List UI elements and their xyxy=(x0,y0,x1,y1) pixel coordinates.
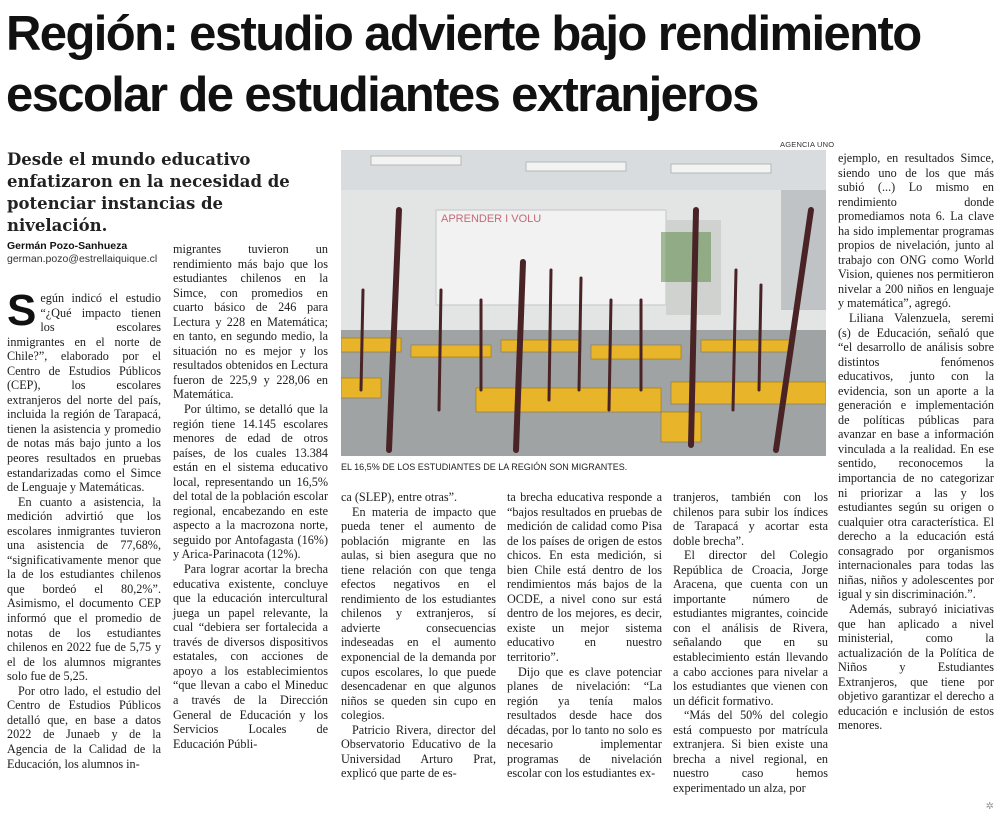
paragraph: Además, subrayó iniciativas que han aplicado a nivel ministerial, como la actualización de la Política de Niños y Estudiantes Extranjeros, que tiene por objetivo garantizar el derecho a educación e inclusión de estos menores. xyxy=(838,601,994,733)
text-column-1 xyxy=(7,286,161,771)
paragraph: Dijo que es clave potenciar planes de nivelación: “La región ya tenía malos resultados desde hace dos décadas, por lo tanto no solo es necesario implementar programas de nivelación escolar con los estudiantes ex- xyxy=(507,664,662,781)
paragraph: Por último, se detalló que la región tiene 14.145 escolares menores de edad de otros países, de los cuales 13.384 están en el sistema educativo local, representando un 16,5% del total de la población escolar regional, encabezando en este aspecto a la macrozona norte, seguido por Antofagasta (16%) y Arica-Parinacota (12%). xyxy=(173,402,328,562)
paragraph: En cuanto a asistencia, la medición advirtió que los escolares inmigrantes tuvieron una asistencia de 77,68%, “significativamente menor que la de los estudiantes chilenos que bordeó el 80,2%”. Asimismo, el documento CEP informó que el promedio de notas de los estudiantes chilenos en 2022 fue de 5,75 y el de los alumnos migrantes solo fue de 5,25. xyxy=(7,494,161,684)
text-column-2 xyxy=(173,242,328,751)
paragraph: El director del Colegio República de Croacia, Jorge Aracena, que cuenta con un importante número de estudiantes migrantes, coincide con el análisis de Rivera, señalando que en su establecimiento están llevando a cabo acciones para nivelar a los estudiantes que vienen con un déficit formativo. xyxy=(673,548,828,708)
photo-caption: EL 16,5% DE LOS ESTUDIANTES DE LA REGIÓN SON MIGRANTES. xyxy=(341,462,628,472)
paragraph: ca (SLEP), entre otras”. xyxy=(341,490,458,504)
photo-credit: AGENCIA UNO xyxy=(780,140,835,149)
drop-cap: S xyxy=(7,286,37,335)
page-corner-icon: ✲ xyxy=(985,801,994,812)
author-name: Germán Pozo-Sanhueza xyxy=(7,240,128,252)
text-column-4 xyxy=(507,490,662,781)
text-column-5 xyxy=(673,490,828,795)
text-column-3 xyxy=(341,490,496,781)
paragraph: ejemplo, en resultados Simce, siendo uno de los que más subió (...) Lo mismo en rendimiento donde promediamos nota 6. La clave ha sido implementar programas propios de nivelación, junto al trabajo con ONG como World Vision, quienes nos permitieron nivelar a 200 niños en lenguaje y matemática”, agregó. xyxy=(838,151,994,311)
paragraph: “Más del 50% del colegio está compuesto por matrícula extranjera. Si bien existe una brecha a nivel regional, en nuestro caso hemos experimentado un alza, por xyxy=(673,708,828,795)
text-column-6 xyxy=(838,151,994,733)
paragraph: Para lograr acortar la brecha educativa existente, concluye que la educación intercultural juega un papel relevante, la cual “debiera ser fortalecida a través de diversos dispositivos estatales, con acciones de apoyo a los establecimientos “que llevan a cabo el Mineduc a través de la Dirección General de Educación y los Servicios Locales de Educación Públi- xyxy=(173,562,328,751)
author-email: german.pozo@estrellaiquique.cl xyxy=(7,253,158,265)
paragraph: ta brecha educativa responde a “bajos resultados en pruebas de medición de calidad como Pisa de los países de origen de estos chicos. En esta medición, si bien Chile está dentro de los rendimientos más bajos de la OCDE, a nivel cono sur está dentro de los mejores, es decir, existe un mejor sistema educativo en nuestro territorio”. xyxy=(507,490,662,665)
wall-sign-text: APRENDER I VOLU xyxy=(441,213,542,225)
paragraph: tranjeros, también con los chilenos para subir los índices de Tarapacá y acortar esta doble brecha”. xyxy=(673,490,828,548)
byline xyxy=(7,240,177,266)
paragraph: Patricio Rivera, director del Observatorio Educativo de la Universidad Arturo Prat, explicó que parte de es- xyxy=(341,722,496,781)
classroom-photo xyxy=(341,150,826,456)
paragraph: migrantes tuvieron un rendimiento más bajo que los estudiantes chilenos en la Simce, con promedios en cuarto básico de 246 para Lectura y 228 en Matemática; en tanto, en segundo medio, la situación no es mejor y los resultados obtenidos en Lectura fueron de 225,9 y 228,06 en Matemática. xyxy=(173,242,328,402)
paragraph: Por otro lado, el estudio del Centro de Estudios Públicos detalló que, en base a datos 2022 de Junaeb y de la Agencia de la Calidad de la Educación, los alumnos in- xyxy=(7,683,161,771)
paragraph: Según indicó el estudio “¿Qué impacto tienen los escolares inmigrantes en el norte de Chile?”, elaborado por el Centro de Estudios Públicos (CEP), los escolares extranjeros del norte del país, incluida la región de Tarapacá, tienen la asistencia y promedio de notas más bajo junto a los peores resultados en pruebas estandarizadas como el Simce de Lenguaje y Matemáticas. xyxy=(7,286,161,495)
paragraph: En materia de impacto que pueda tener el aumento de población migrante en las aulas, si bien asegura que no tiene relación con que tenga efectos negativos en el rendimiento de los estudiantes chilenos y extranjeros, sí advierte consecuencias indeseadas en el aumento exponencial de la demanda por cupos escolares, lo que puede desencadenar en que algunos niños se queden sin cupo en colegios. xyxy=(341,504,496,723)
deck-subtitle: Desde el mundo educativo enfatizaron en la necesidad de potenciar instancias de nivelación. xyxy=(7,150,290,235)
paragraph: Liliana Valenzuela, seremi (s) de Educación, señaló que “el desarrollo de análisis sobre distintos fenómenos educativos, junto con la evidencia, son un aporte a la generación e implementación de políticas públicas para avanzar en base a información vinculada a la realidad. En ese sentido, reconocemos la importancia de no categorizar ni priorizar a las y los estudiantes según su origen o cualquier otra característica. El derecho a la educación está consagrado por organismos internacionales para todas las niñas, niños y adolescentes por igual y sin discriminación.”. xyxy=(838,311,994,602)
headline: Región: estudio advierte bajo rendimiento escolar de estudiantes extranjeros xyxy=(6,7,921,122)
classroom-illustration xyxy=(341,150,826,456)
